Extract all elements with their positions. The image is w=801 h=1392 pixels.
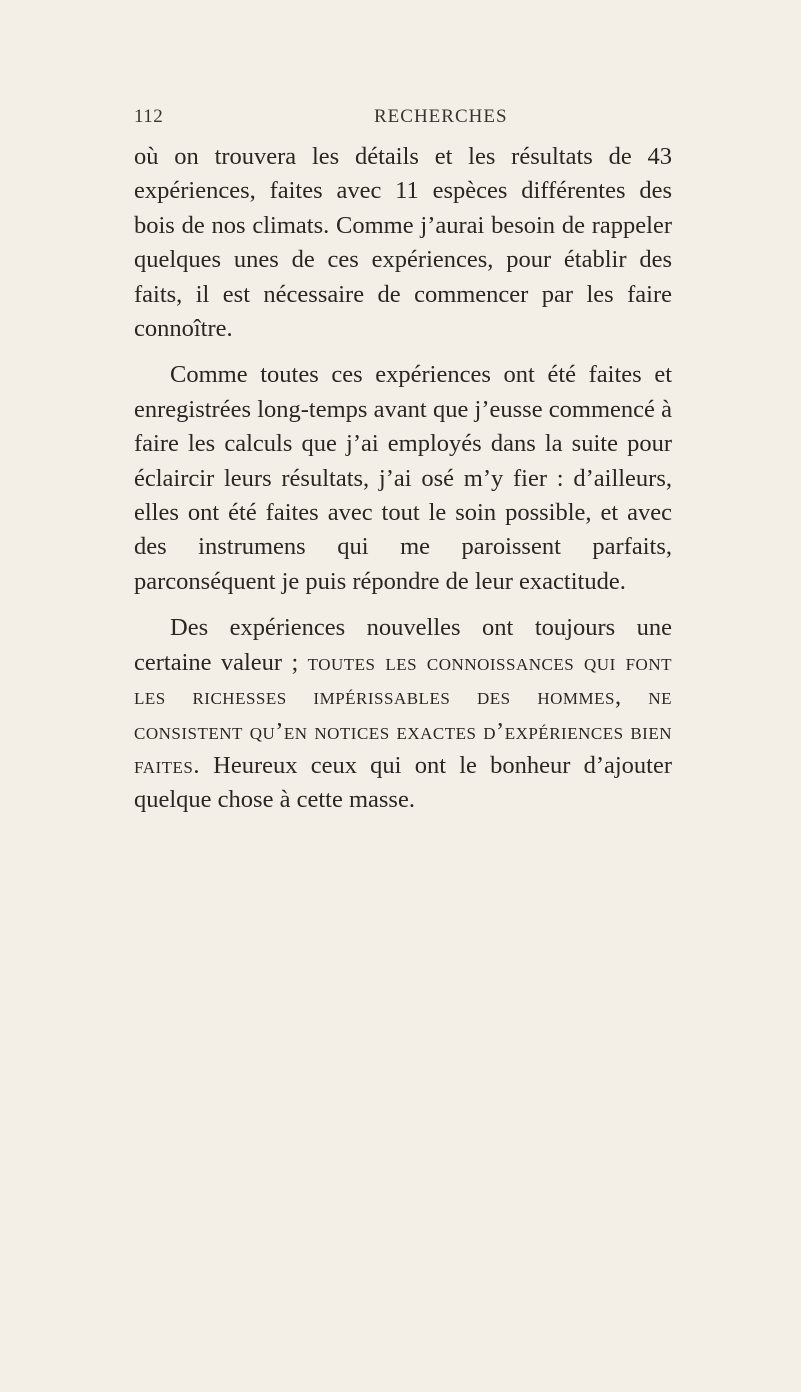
paragraph-2: Comme toutes ces expériences ont été faites et enregistrées long-temps avant que j’eusse commencé à faire les calculs que j’ai employés dans la suite pour éclaircir leurs résultats, j’ai osé m’y fier : d’ailleurs, elles ont été faites avec tout le soin possible, et avec des instrumens qui me paroissent parfaits, parconséquent je puis répondre de leur exactitude. bbox=[134, 361, 672, 595]
paragraph-1: où on trouvera les détails et les résultats de 43 expériences, faites avec 11 espèces différentes des bois de nos climats. Comme j’aurai besoin de rappeler quelques unes de ces expériences, pour établir des faits, il est nécessaire de commencer par les faire connoître. bbox=[134, 143, 672, 343]
page-number: 112 bbox=[134, 106, 164, 127]
paragraph-3-start: Des expériences nouvelles ont toujours une certaine valeur ; bbox=[134, 614, 672, 676]
running-title: RECHERCHES bbox=[374, 106, 508, 127]
paragraph-3-end: Heureux ceux qui ont le bonheur d’ajouter quelque chose à cette masse. bbox=[134, 751, 672, 814]
paragraph-3-small-caps: toutes les connoissances qui font les richesses impérissables des hommes, ne consistent qu’en notices exactes d’expériences bien faites. bbox=[134, 648, 672, 779]
running-header bbox=[134, 106, 674, 130]
page-body bbox=[134, 140, 672, 818]
paragraph-3 bbox=[134, 611, 672, 817]
